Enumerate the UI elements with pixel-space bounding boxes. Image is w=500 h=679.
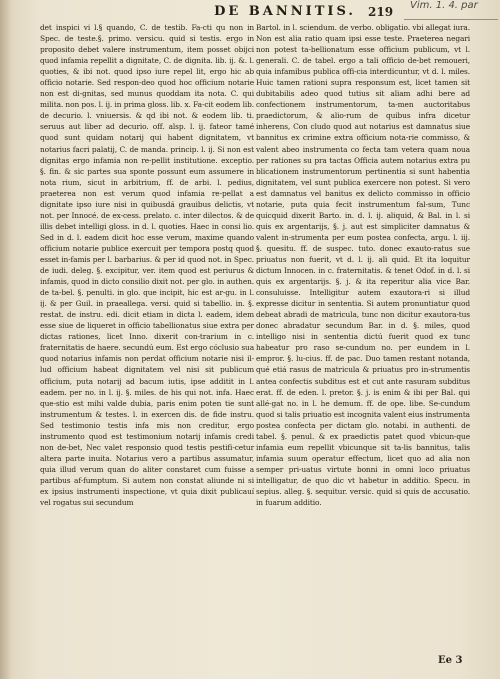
signature-mark: Ee 3 (438, 655, 463, 666)
right-column-text: Bartol. in l. sciendum. de verbo. obligatio. vbi allegat iura. Non est alia ratio quam ipsi esse teste. Praeterea negari non potest ta-bellionatum esse officium publicum, vt l. generali. C. de tabel. ergo a tali officio de-bet remoueri, quia infamibus publica offi-cia interdicuntur, vt d. l. miles. Huic tamen rationi supra responsum est, licet tamen sit dubitabilis adeo quod tutius sit aliam adhi bere ad confectionem instrumentorum, ta-men auctoritabus praedictorum, & alio-rum de quibus infra dicetur inherens, Con cludo quod aut notarius est damnatus siue bannitus ex crimine extra officium nota-rie commisso, & valent abeo instrumenta co fecta tam vetera quam noua per rationes su pra tactas Officia autem notarius extra pu blicationem instrumentorum pertinentia si sunt habentia dignitatem, vel sunt publica exercere non potest. Si vero est damnatus vel banitus ex delicto commisso in officio notarie, puta quia fecit instrumentum fal-sum, Tunc quicquid dixerit Barto. in. d. l. ij. aliquid, & Bal. in l. si quis ex argentarijs, §. j. aut est simpliciter damnatus & valent in-strumenta per eum postea confecta, argu. l. iij. §. quesitu. ff. de suspec. tuto. donec exauto-ratus sue priuatus non fuerit, vt d. l. ij. ali quid. Et ita loquitur dictum Innocen. in c. fraternitatis. & tenet Odof. in d. l. si quis ex argentarijs. §. j. & ita reperitur alia vice Bar. consuluisse. Intelligitur autem exautora-ri si illud expresse dicitur in sententia. Si autem pronuntiatur quod debeat abradi de matricula, tunc non dicitur exautora-tus donec abradatur secundum Bar. in d. §. miles, quod intelligo nisi in sententia dictú fuerit quod ex tunc habeatur pro raso se-cundum no. per eundem in l. empror. §. lu-cius. ff. de pac. Duo tamen restant notanda, qué etiá rasus de matricula & priuatus pro in-strumentis antea confectis subditus est et cut ante rasuram subditus erat. ff. de eden. l. pretor. §. j. is enim & ibi per Bal. qui allé-gat no. in l. he demum. ff. de ope. libe. Se-cundum quod si talis priuatio est incognita valent eius instrumenta postea confecta per dictam glo. notabi. in authenti. de tabel. §. penul. & ex praedictis patet quod vbicun-que infamia eum repellit vbicunque sit ta-lis bannitus, talis infamia suum operatur effectum, licet quo ad alia non semper pri-uatus virtute bonni in omni loco priuatus intelligatur, de quo dic vt habetur in additio. Specu. in sepius. alleg. §. sequitur. versic. quid si quis de accusatio. in fuarum additio. (256, 23, 470, 508)
running-head: DE BANNITIS. (214, 4, 356, 19)
left-column-text: det inspici vi l.§ quando, C. de testib. Fa-cti qu non in Spec. de teste.§. primo. versicu. quid si testis. ergo in proposito debet valere instrumentum, item posset obijci quod infamia repellit a dignitate, C. de dignita. lib. ij. &. l. quoties, & ibi not. quod ipso iure repel lit, ergo hic ab officio notarie. Sed respon-deo quod hoc officium notarie non est di-gnitas, sed munus quoddam ita nota. C. qui milita. non pos. l. ij. in prima gloss. lib. x. Fa-cit eodem lib. de decurio. l. vniuersis. & qd ibi not. & eodem lib. ti. seruus aut liber ad decurio. off. alsp. l. ij. fateor tamé quod sunt quidam notarij qui habent dignitatem, vt notarius facri palatij, C. de manda. princip. l. ij. Si non est dignitas ergo infamia non re-pellit institutione. exceptio. §. fin. & sic partes sua sponte possunt eum assumere in nota rium, sicut in arbitrium, ff. de arbi. l. pedius, praeterea non est verum quod infamia re-pellat a dignitate ipso iure nisi in quibusdá grauibus delictis, vt not. per Innocé. de ex-cess. prelato. c. inter dilectos. & de illis debet intelligi gloss. in d. l. quoties. Haec in consi lio. Sed in d. l. eadem dicit hoc esse verum, maxime quando officium notarie publice exercuit per tempora postq quod esset in-famis per l. barbarius. & per id quod not. in Spec. de iudi. deleg. §. excipitur, ver. item quod est periurus & infamis, quod in dicto consilio dixit not. per glo. in authen. de ta-bel. §. penulti. in glo. que incipit, hic est ar-gu. in l. ij. & per Guil. in praeallega. versi. quid si tabellio. in. §. restat. de instru. edi. dicit etiam in dicta l. eadem, idem esse siue de liqueret in officio tabellionatus siue extra per dictas rationes, licet Inno. dixerit con-trarium in c. fraternitatis de haere. secundú eum. Est ergo cóclusio sua quod notarius infamis non perdat officium notarie nisi il-lud officium habeat dignitatem vel nisi sit publicum officium, puta notarij ad bacum iutis, ipse additit in l. eadem. per no. in l. ij. §. miles. de his qui not. infa. Haec que-stio est mihi valde dubia, paris enim poten tie sunt instrumentum & testes. l. in exercen dis. de fide instru. Sed testimonio testis infa mis non creditur, ergo instrumento quod est testimonium notarij infamis credi non de-bet, Nec valet responsio quod testis pestifi-cetur altera parte inuita. Notarius vero a partibus assumatur, quia illud verum quan do aliter constaret cum fuisse a partibus af-fumptum. Si autem non constat aliunde ni si ex ipsius instrumenti inspectione, vt quia dixit publicauí vel rogatus sui secundum (40, 23, 254, 508)
text-column-left (40, 22, 254, 508)
folio-number: 219 (368, 5, 394, 19)
text-column-right (256, 22, 470, 508)
handwritten-note: Vim. 1. 4. par (404, 0, 498, 20)
